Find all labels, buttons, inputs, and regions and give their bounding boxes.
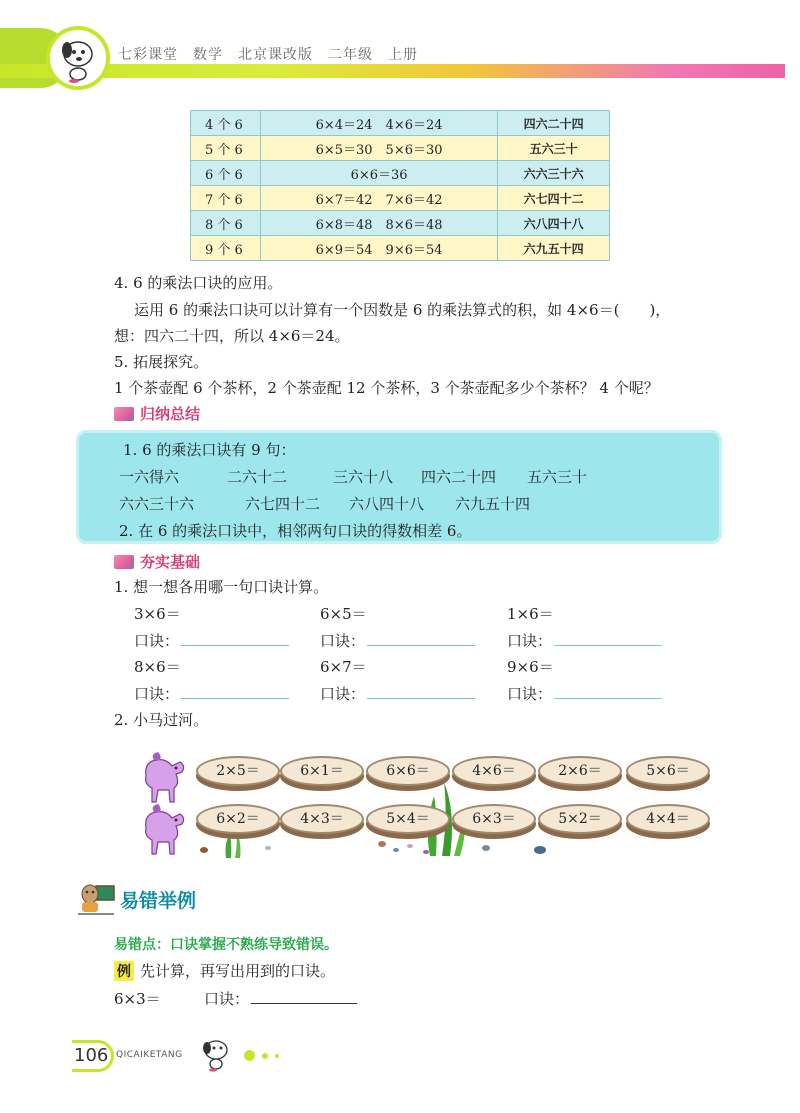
q1-title: 1. 想一想各用哪一句口诀计算。 <box>114 578 329 596</box>
pony-icon <box>136 748 194 806</box>
cartoon-dog-icon <box>196 1034 236 1074</box>
page-number: 106 <box>72 1040 114 1072</box>
summary-row1-item: 三六十八 <box>333 468 394 486</box>
table-cell-equations: 6×5＝30 5×6＝30 <box>260 136 497 161</box>
table-cell-count: 8 个 6 <box>191 211 261 236</box>
q1-koujue <box>134 683 289 704</box>
q2-title: 2. 小马过河。 <box>114 711 209 729</box>
example-text: 先计算，再写出用到的口诀。 <box>140 962 336 980</box>
cartoon-dog-icon <box>50 30 106 86</box>
example-expr: 6×3＝ <box>114 990 161 1008</box>
q1-koujue <box>507 630 662 651</box>
koujue-label: 口诀： <box>507 632 553 650</box>
stone-top: 2×6＝ <box>538 756 622 786</box>
summary-line1: 1. 6 的乘法口诀有 9 句： <box>123 441 296 459</box>
p4-line2: 想：四六二十四，所以 4×6＝24。 <box>114 327 350 345</box>
koujue-label: 口诀： <box>320 685 366 703</box>
q1-koujue <box>134 630 289 651</box>
stone-bottom: 4×4＝ <box>626 804 710 834</box>
stone-bottom: 5×4＝ <box>366 804 450 834</box>
basics-heading <box>114 551 200 572</box>
table-row <box>191 186 610 211</box>
stone-top: 6×1＝ <box>280 756 364 786</box>
table-cell-equations: 6×6＝36 <box>260 161 497 186</box>
table-cell-koujue: 六七四十二 <box>498 186 610 211</box>
kid-with-blackboard-icon <box>76 880 116 916</box>
table-cell-count: 6 个 6 <box>191 161 261 186</box>
page-header <box>0 0 800 100</box>
koujue-label: 口诀： <box>507 685 553 703</box>
table-cell-koujue: 四六二十四 <box>498 111 610 136</box>
table-row <box>191 161 610 186</box>
decorative-dot <box>244 1050 255 1061</box>
table-cell-koujue: 六八四十八 <box>498 211 610 236</box>
q1-koujue <box>320 683 475 704</box>
pony-icon <box>136 800 194 858</box>
table-cell-count: 5 个 6 <box>191 136 261 161</box>
answer-blank[interactable] <box>367 632 475 646</box>
summary-row1-item: 四六二十四 <box>421 468 497 486</box>
multiplication-table <box>190 110 610 261</box>
table-cell-count: 9 个 6 <box>191 236 261 261</box>
table-row <box>191 136 610 161</box>
table-cell-koujue: 五六三十 <box>498 136 610 161</box>
q1-expr: 3×6＝ <box>134 605 181 623</box>
summary-row1-item: 五六三十 <box>527 468 588 486</box>
table-cell-equations: 6×9＝54 9×6＝54 <box>260 236 497 261</box>
q1-expr: 8×6＝ <box>134 658 181 676</box>
bookmark-icon <box>114 555 134 569</box>
koujue-label: 口诀： <box>204 990 250 1008</box>
bookmark-icon <box>114 407 134 421</box>
stone-top: 6×6＝ <box>366 756 450 786</box>
table-row <box>191 236 610 261</box>
footer-brand: QICAIKETANG <box>116 1050 183 1060</box>
q1-expr: 6×5＝ <box>320 605 367 623</box>
summary-heading-text: 归纳总结 <box>140 405 201 423</box>
summary-row2-item: 六八四十八 <box>349 495 425 513</box>
stone-bottom: 6×2＝ <box>196 804 280 834</box>
table-row <box>191 111 610 136</box>
stone-bottom: 5×2＝ <box>538 804 622 834</box>
table-cell-equations: 6×7＝42 7×6＝42 <box>260 186 497 211</box>
q1-koujue <box>320 630 475 651</box>
summary-row2-item: 六七四十二 <box>245 495 321 513</box>
stone-top: 4×6＝ <box>452 756 536 786</box>
p5-line1: 1 个茶壶配 6 个茶杯，2 个茶壶配 12 个茶杯，3 个茶壶配多少个茶杯？ 4 个呢？ <box>114 379 659 397</box>
example-line <box>114 960 335 981</box>
p5-title: 5. 拓展探究。 <box>114 353 209 371</box>
answer-blank[interactable] <box>367 685 475 699</box>
summary-row1-item: 二六十二 <box>227 468 288 486</box>
table-cell-koujue: 六六三十六 <box>498 161 610 186</box>
q1-koujue <box>507 683 662 704</box>
header-mascot-circle <box>46 26 110 90</box>
stone-bottom: 6×3＝ <box>452 804 536 834</box>
q1-expr: 1×6＝ <box>507 605 554 623</box>
decorative-dot <box>275 1054 279 1058</box>
pebbles-icon <box>196 836 556 858</box>
decorative-dot <box>262 1053 268 1059</box>
koujue-label: 口诀： <box>134 685 180 703</box>
p4-line1: 运用 6 的乘法口诀可以计算有一个因数是 6 的乘法算式的积，如 4×6＝( )， <box>134 301 671 319</box>
summary-row1-item: 一六得六 <box>119 468 180 486</box>
koujue-label: 口诀： <box>320 632 366 650</box>
summary-box <box>76 430 722 544</box>
basics-heading-text: 夯实基础 <box>140 553 201 571</box>
table-cell-equations: 6×4＝24 4×6＝24 <box>260 111 497 136</box>
p4-title: 4. 6 的乘法口诀的应用。 <box>114 274 283 292</box>
stone-top: 5×6＝ <box>626 756 710 786</box>
summary-heading <box>114 403 200 424</box>
summary-row2-item: 六六三十六 <box>119 495 195 513</box>
answer-blank[interactable] <box>251 990 357 1004</box>
table-row <box>191 211 610 236</box>
table-cell-koujue: 六九五十四 <box>498 236 610 261</box>
answer-blank[interactable] <box>554 632 662 646</box>
stone-bottom: 4×3＝ <box>280 804 364 834</box>
header-rainbow-bar <box>0 64 785 78</box>
summary-line4: 2. 在 6 的乘法口诀中，相邻两句口诀的得数相差 6。 <box>119 522 472 540</box>
summary-row2-item: 六九五十四 <box>455 495 531 513</box>
error-point: 易错点：口诀掌握不熟练导致错误。 <box>114 937 338 953</box>
answer-blank[interactable] <box>554 685 662 699</box>
error-heading: 易错举例 <box>120 890 197 912</box>
table-cell-count: 7 个 6 <box>191 186 261 211</box>
q1-expr: 6×7＝ <box>320 658 367 676</box>
answer-blank[interactable] <box>181 632 289 646</box>
table-cell-count: 4 个 6 <box>191 111 261 136</box>
example-badge: 例 <box>114 961 134 981</box>
example-koujue <box>204 988 357 1009</box>
koujue-label: 口诀： <box>134 632 180 650</box>
header-title: 七彩课堂 数学 北京课改版 二年级 上册 <box>118 47 418 63</box>
answer-blank[interactable] <box>181 685 289 699</box>
q1-expr: 9×6＝ <box>507 658 554 676</box>
table-cell-equations: 6×8＝48 8×6＝48 <box>260 211 497 236</box>
stone-top: 2×5＝ <box>196 756 280 786</box>
